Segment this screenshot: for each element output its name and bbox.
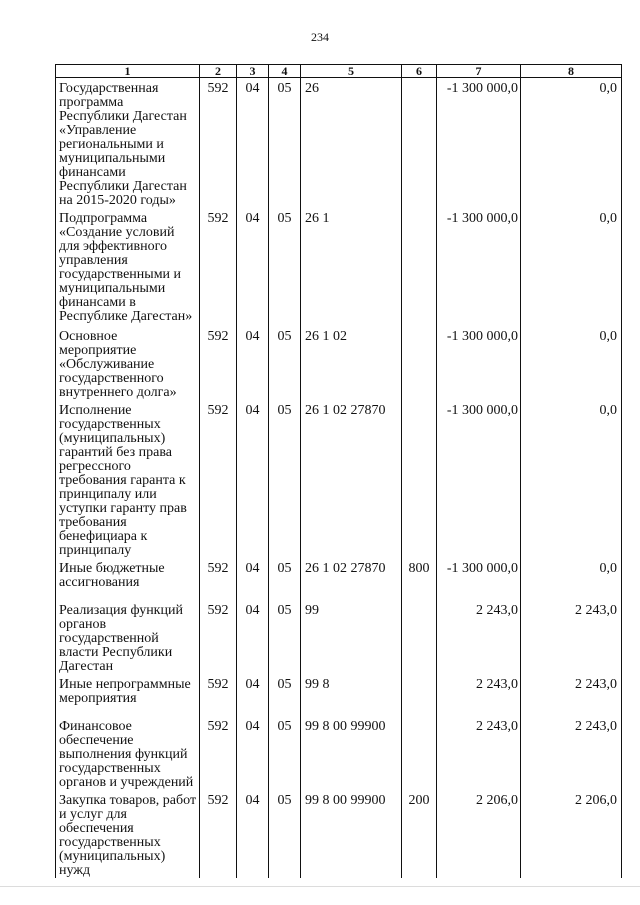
row-amount-total: 2 243,0 [521,716,622,790]
header-row [56,65,622,78]
row-name: Основное мероприятие «Обслуживание государственного внутреннего долга» [56,326,200,400]
col-header-5: 5 [301,65,402,78]
table-row [56,326,622,400]
row-name: Подпрограмма «Создание условий для эффективного управления государственными и муниципальными финансами в Республике Дагестан» [56,208,200,326]
row-target-article: 26 1 [301,208,402,326]
row-ministry-code: 592 [200,78,237,209]
row-amount-total: 0,0 [521,78,622,209]
row-section: 04 [237,600,269,674]
row-subsection: 05 [269,600,301,674]
row-section: 04 [237,326,269,400]
table-row [56,674,622,716]
row-subsection: 05 [269,208,301,326]
row-amount-total: 0,0 [521,208,622,326]
row-name: Иные непрограммные мероприятия [56,674,200,716]
scan-edge-divider [0,886,640,887]
row-ministry-code: 592 [200,208,237,326]
row-section: 04 [237,674,269,716]
row-section: 04 [237,78,269,209]
row-amount-total: 2 243,0 [521,600,622,674]
col-header-2: 2 [200,65,237,78]
table-row [56,558,622,600]
col-header-6: 6 [402,65,437,78]
row-name: Иные бюджетные ассигнования [56,558,200,600]
table-row [56,600,622,674]
row-subsection: 05 [269,78,301,209]
page-number: 234 [311,30,329,44]
row-section: 04 [237,790,269,878]
row-amount-change: 2 206,0 [437,790,521,878]
row-name: Государственная программа Республики Дагестан «Управление региональными и муниципальными финансами Республики Дагестан на 2015-2020 годы» [56,78,200,209]
table-row [56,716,622,790]
row-expense-type [402,326,437,400]
row-ministry-code: 592 [200,558,237,600]
row-amount-change: -1 300 000,0 [437,326,521,400]
row-amount-change: -1 300 000,0 [437,558,521,600]
table-row [56,790,622,878]
row-expense-type: 200 [402,790,437,878]
row-section: 04 [237,716,269,790]
row-ministry-code: 592 [200,600,237,674]
col-header-3: 3 [237,65,269,78]
row-ministry-code: 592 [200,716,237,790]
row-target-article: 99 [301,600,402,674]
row-amount-total: 0,0 [521,326,622,400]
col-header-4: 4 [269,65,301,78]
row-target-article: 26 1 02 [301,326,402,400]
row-section: 04 [237,208,269,326]
row-name: Финансовое обеспечение выполнения функций государственных органов и учреждений [56,716,200,790]
row-target-article: 99 8 [301,674,402,716]
col-header-7: 7 [437,65,521,78]
table-row [56,400,622,558]
col-header-8: 8 [521,65,622,78]
row-expense-type [402,716,437,790]
row-subsection: 05 [269,400,301,558]
row-section: 04 [237,558,269,600]
row-ministry-code: 592 [200,790,237,878]
table-row [56,208,622,326]
row-expense-type: 800 [402,558,437,600]
row-expense-type [402,400,437,558]
row-subsection: 05 [269,326,301,400]
row-subsection: 05 [269,558,301,600]
row-amount-change: -1 300 000,0 [437,78,521,209]
row-name: Закупка товаров, работ и услуг для обеспечения государственных (муниципальных) нужд [56,790,200,878]
row-amount-change: 2 243,0 [437,600,521,674]
row-subsection: 05 [269,716,301,790]
row-section: 04 [237,400,269,558]
row-amount-change: 2 243,0 [437,716,521,790]
table-row [56,78,622,209]
row-ministry-code: 592 [200,400,237,558]
row-subsection: 05 [269,674,301,716]
row-ministry-code: 592 [200,326,237,400]
row-expense-type [402,78,437,209]
col-header-1: 1 [56,65,200,78]
row-amount-total: 0,0 [521,400,622,558]
row-expense-type [402,674,437,716]
row-expense-type [402,208,437,326]
row-amount-change: -1 300 000,0 [437,400,521,558]
row-target-article: 26 1 02 27870 [301,400,402,558]
row-name: Исполнение государственных (муниципальных) гарантий без права регрессного требования гаранта к принципалу или уступки гаранту прав требования бенефициара к принципалу [56,400,200,558]
row-amount-total: 0,0 [521,558,622,600]
row-ministry-code: 592 [200,674,237,716]
row-name: Реализация функций органов государственной власти Республики Дагестан [56,600,200,674]
row-expense-type [402,600,437,674]
budget-table [55,64,622,878]
row-amount-total: 2 243,0 [521,674,622,716]
row-amount-change: -1 300 000,0 [437,208,521,326]
row-amount-total: 2 206,0 [521,790,622,878]
row-target-article: 99 8 00 99900 [301,716,402,790]
row-target-article: 26 1 02 27870 [301,558,402,600]
row-target-article: 99 8 00 99900 [301,790,402,878]
row-target-article: 26 [301,78,402,209]
row-amount-change: 2 243,0 [437,674,521,716]
row-subsection: 05 [269,790,301,878]
